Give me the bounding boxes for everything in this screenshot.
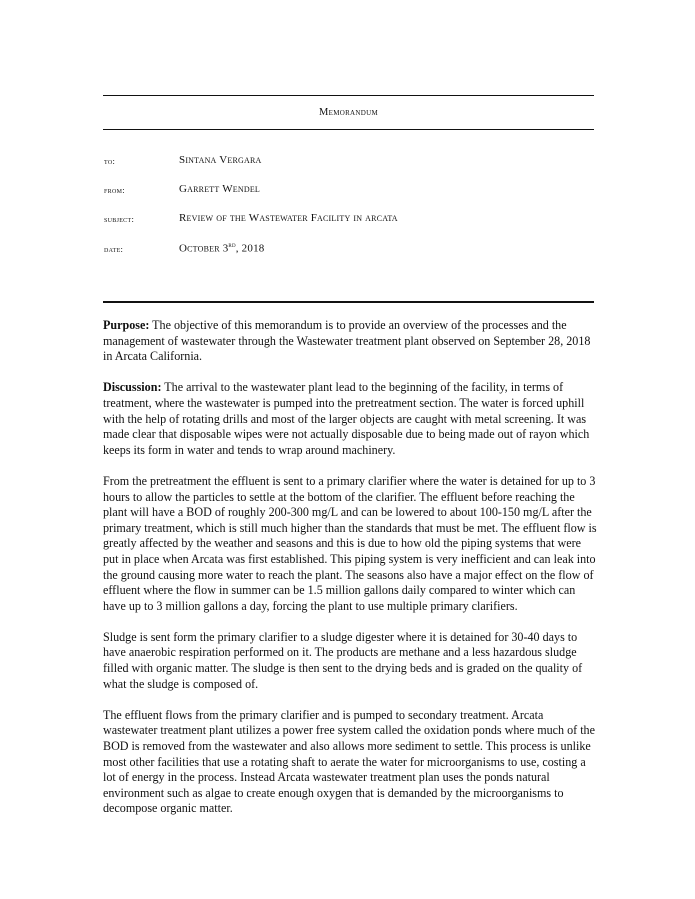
memo-body — [103, 318, 597, 833]
discussion-label: Discussion: — [103, 380, 162, 395]
memo-title: Memorandum — [318, 107, 378, 118]
from-label: from: — [104, 185, 125, 195]
date-label: date: — [104, 244, 124, 254]
header-title-rule — [103, 129, 594, 130]
header-top-rule — [103, 95, 594, 96]
to-label: to: — [104, 156, 116, 166]
header-bottom-rule — [103, 301, 594, 303]
subject-value: Review of the Wastewater Facility in arcata — [179, 212, 398, 224]
purpose-paragraph — [103, 318, 597, 365]
from-value: Garrett Wendel — [179, 183, 261, 195]
primary-clarifier-paragraph: From the pretreatment the effluent is sent to a primary clarifier where the water is detained for up to 3 hours to allow the particles to settle at the bottom of the clarifier. The effluent before reaching the plant will have a BOD of roughly 200-300 mg/L and can be lowered to about 100-150 mg/L after the primary treatment, which is still much higher than the standards that must be met. The effluent flow is greatly affected by the weather and seasons and this is due to how old the piping systems that were put in place when Arcata was first established. This piping system is very inefficient and can leak into the ground causing more water to reach the plant. The seasons also have a major effect on the flow of effluent where the flow in summer can be 1.5 million gallons daily compared to winter which can have up to 3 million gallons a day, forcing the plant to use multiple primary clarifiers. — [103, 473, 597, 613]
discussion-paragraph — [103, 380, 597, 458]
date-value — [179, 241, 264, 255]
date-prefix: October 3 — [179, 242, 229, 255]
date-suffix: , 2018 — [235, 242, 265, 255]
subject-label: subject: — [104, 214, 135, 224]
sludge-paragraph: Sludge is sent form the primary clarifier to a sludge digester where it is detained for 30-40 days to have anaerobic respiration performed on it. The products are methane and a less hazardous sludge filled with organic matter. The sludge is then sent to the drying beds and is graded on the quality of what the sludge is composed of. — [103, 629, 583, 691]
date-ordinal: rd — [228, 241, 236, 249]
to-value: Sintana Vergara — [179, 154, 262, 166]
purpose-text: The objective of this memorandum is to provide an overview of the processes and the management of wastewater through the Wastewater treatment plant observed on September 28, 2018 in Arcata California. — [103, 318, 591, 364]
discussion-text: The arrival to the wastewater plant lead to the beginning of the facility, in terms of treatment, where the wastewater is pumped into the pretreatment section. The water is forced uphill with the help of rotating drills and most of the larger objects are caught with metal screening. It was made clear that disposable wipes were not actually disposable due to being made out of rayon which keeps its form in water and tends to wrap around machinery. — [103, 380, 590, 457]
purpose-label: Purpose: — [103, 318, 150, 332]
secondary-treatment-paragraph: The effluent flows from the primary clarifier and is pumped to secondary treatment. Arcata wastewater treatment plant utilizes a power free system called the oxidation ponds where much of the BOD is removed from the wastewater and also allows more sediment to settle. This process is unlike most other facilities that use a rotating shaft to aerate the water for microorganisms to use, costing a lot of energy in the process. Instead Arcata wastewater treatment plan uses the ponds natural environment such as algae to create enough oxygen that is demanded by the microorganisms to decompose organic matter. — [103, 707, 595, 816]
